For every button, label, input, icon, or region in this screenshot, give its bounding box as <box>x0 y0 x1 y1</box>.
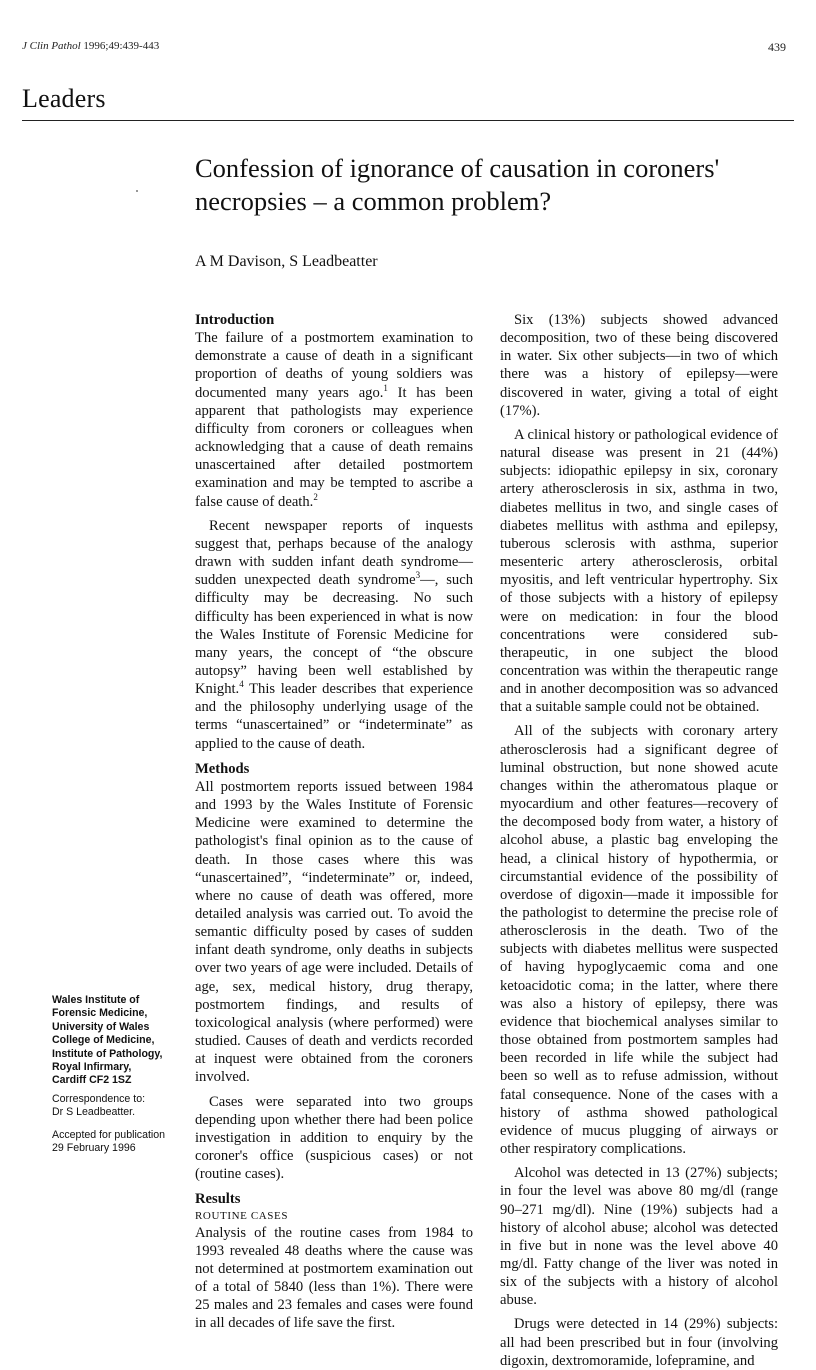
journal-abbrev: J Clin Pathol <box>22 40 81 52</box>
intro-paragraph-1 <box>195 329 473 511</box>
results-paragraph-2: Six (13%) subjects showed advanced decomposition, two of these being discovered in water. Six other subjects—in two of which there was a history of epilepsy—were discovered in water, giving a total of eight (17%). <box>500 312 778 419</box>
right-column <box>500 311 778 1370</box>
affiliation-line: Cardiff CF2 1SZ <box>52 1074 132 1087</box>
affiliation-line: Forensic Medicine, <box>52 1007 148 1020</box>
author-affiliation <box>52 994 182 1088</box>
accepted-line: 29 February 1996 <box>52 1142 136 1155</box>
affiliation-line: Institute of Pathology, <box>52 1047 163 1060</box>
article-authors: A M Davison, S Leadbeatter <box>195 253 378 270</box>
intro-p2-text-a: Recent newspaper reports of inquests suggest that, perhaps because of the analogy drawn with sudden infant death syndrome—sudden unexpected death syndrome <box>195 517 473 589</box>
intro-paragraph-2 <box>195 517 473 753</box>
results-paragraph-6: Drugs were detected in 14 (29%) subjects: all had been prescribed but in four (involving digoxin, dextromoramide, lofepramine, and <box>500 1316 778 1369</box>
results-heading: Results <box>195 1191 241 1208</box>
accepted-note <box>52 1129 182 1156</box>
section-label: Leaders <box>22 84 106 113</box>
results-paragraph-3: A clinical history or pathological evidence of natural disease was present in 21 (44%) subjects: idiopathic epilepsy in six, coronary artery atherosclerosis in six, asthma in two, diabetes mellitus in two, and single cases of diabetes mellitus with asthma and epilepsy, tuberous sclerosis with asthma, superior mesenteric artery atherosclerosis, orbital myositis, and left ventricular hypertrophy. Six of those subjects with a history of epilepsy were on medication: in four the blood concentrations were considered sub-therapeutic, in one subject the blood concentration was within the therapeutic range and in another decomposition was so advanced that a suitable sample could not be obtained. <box>500 426 778 716</box>
affiliation-line: Royal Infirmary, <box>52 1061 132 1074</box>
affiliation-line: Wales Institute of <box>52 994 140 1006</box>
page-number: 439 <box>768 40 786 54</box>
intro-p2-text-b: —, such difficulty may be decreasing. No such difficulty has been experienced in what is now the Wales Institute of Forensic Medicine for many years, the concept of “the obscure autopsy” having been well established by Knight. <box>195 572 473 698</box>
correspondence-note <box>52 1093 182 1120</box>
routine-cases-heading: ROUTINE CASES <box>195 1209 289 1222</box>
methods-paragraph-1: All postmortem reports issued between 1984 and 1993 by the Wales Institute of Forensic Medicine were examined to determine the pathologist's final opinion as to the cause of death. In those cases where this was “unascertained”, “indeterminate” or, indeed, where no cause of death was offered, more detailed analysis was carried out. To avoid the semantic difficulty posed by cases of sudden infant death syndrome, only deaths in subjects over two years of age were included. Details of age, sex, medical history, drug therapy, postmortem findings, and results of toxicological analysis (where performed) were studied. Causes of death and verdicts recorded at inquest were obtained from the coroners involved. <box>195 778 473 1086</box>
intro-p1-text-b: It has been apparent that pathologists may experience difficulty from coroners or colleagues when acknowledging that a cause of death remains unascertained after detailed postmortem examination and may be tempted to ascribe a false cause of death. <box>195 384 473 510</box>
citation-volume: 1996;49:439-443 <box>83 40 160 52</box>
affiliation-line: College of Medicine, <box>52 1034 155 1047</box>
introduction-heading: Introduction <box>195 312 275 328</box>
intro-p2-text-c: This leader describes that experience and the philosophy underlying usage of the terms “unascertained” or “indeterminate” as applied to the cause of death. <box>195 681 473 752</box>
decorative-dot <box>136 190 138 192</box>
reference-3: 3 <box>415 570 421 581</box>
methods-heading: Methods <box>195 760 250 777</box>
affiliation-line: University of Wales <box>52 1020 150 1033</box>
correspondence-line: Correspondence to: <box>52 1093 146 1105</box>
accepted-line: Accepted for publication <box>52 1129 166 1141</box>
results-paragraph-1: Analysis of the routine cases from 1984 to 1993 revealed 48 deaths where the cause was not determined at postmortem examination out of a total of 5840 (less than 1%). There were 25 males and 23 females and cases were found in all decades of life save the first. <box>195 1224 473 1332</box>
results-paragraph-4: All of the subjects with coronary artery atherosclerosis had a significant degree of luminal obstruction, but none showed acute changes within the atheromatous plaque or myocardium and other features—recovery of the decomposed body from water, a history of alcohol abuse, a plastic bag enveloping the head, a clinical history of hypothermia, or circumstantial evidence of the possibility of overdose of digoxin—made it impossible for the pathologist to determine the precise role of atherosclerosis in the death. Two of the subjects with diabetes mellitus were suspected of having hypoglycaemic coma and one ketoacidotic coma; in the latter, where there was also a history of epilepsy, there was evidence that biochemical analyses similar to those obtained from postmortem samples had been recorded in life while the subject had been so well as to refuse admission, without fatal consequence. None of the cases with a history of asthma showed pathological evidence of mucus plugging of airways or other respiratory complications. <box>500 723 778 1158</box>
methods-paragraph-2: Cases were separated into two groups depending upon whether there had been police investigation in addition to enquiry by the coroner's office (suspicious cases) or not (routine cases). <box>195 1093 473 1183</box>
intro-p1-text-a: The failure of a postmortem examination to demonstrate a cause of death in a significant proportion of deaths of young soldiers was documented many years ago. <box>195 330 473 401</box>
journal-citation <box>22 40 159 52</box>
reference-4: 4 <box>239 679 244 690</box>
header-rule <box>22 120 794 121</box>
reference-2: 2 <box>313 491 318 502</box>
left-column <box>195 311 473 1332</box>
correspondence-line: Dr S Leadbeatter. <box>52 1106 136 1119</box>
article-title: Confession of ignorance of causation in coroners' necropsies – a common problem? <box>195 153 720 216</box>
reference-1: 1 <box>383 382 388 393</box>
results-paragraph-5: Alcohol was detected in 13 (27%) subjects; in four the level was above 80 mg/dl (range 90–271 mg/dl). Nine (19%) subjects had a history of alcohol abuse; alcohol was detected in five but in none was the level above 40 mg/dl. Fatty change of the liver was noted in six of the subjects with a history of alcohol abuse. <box>500 1165 778 1309</box>
